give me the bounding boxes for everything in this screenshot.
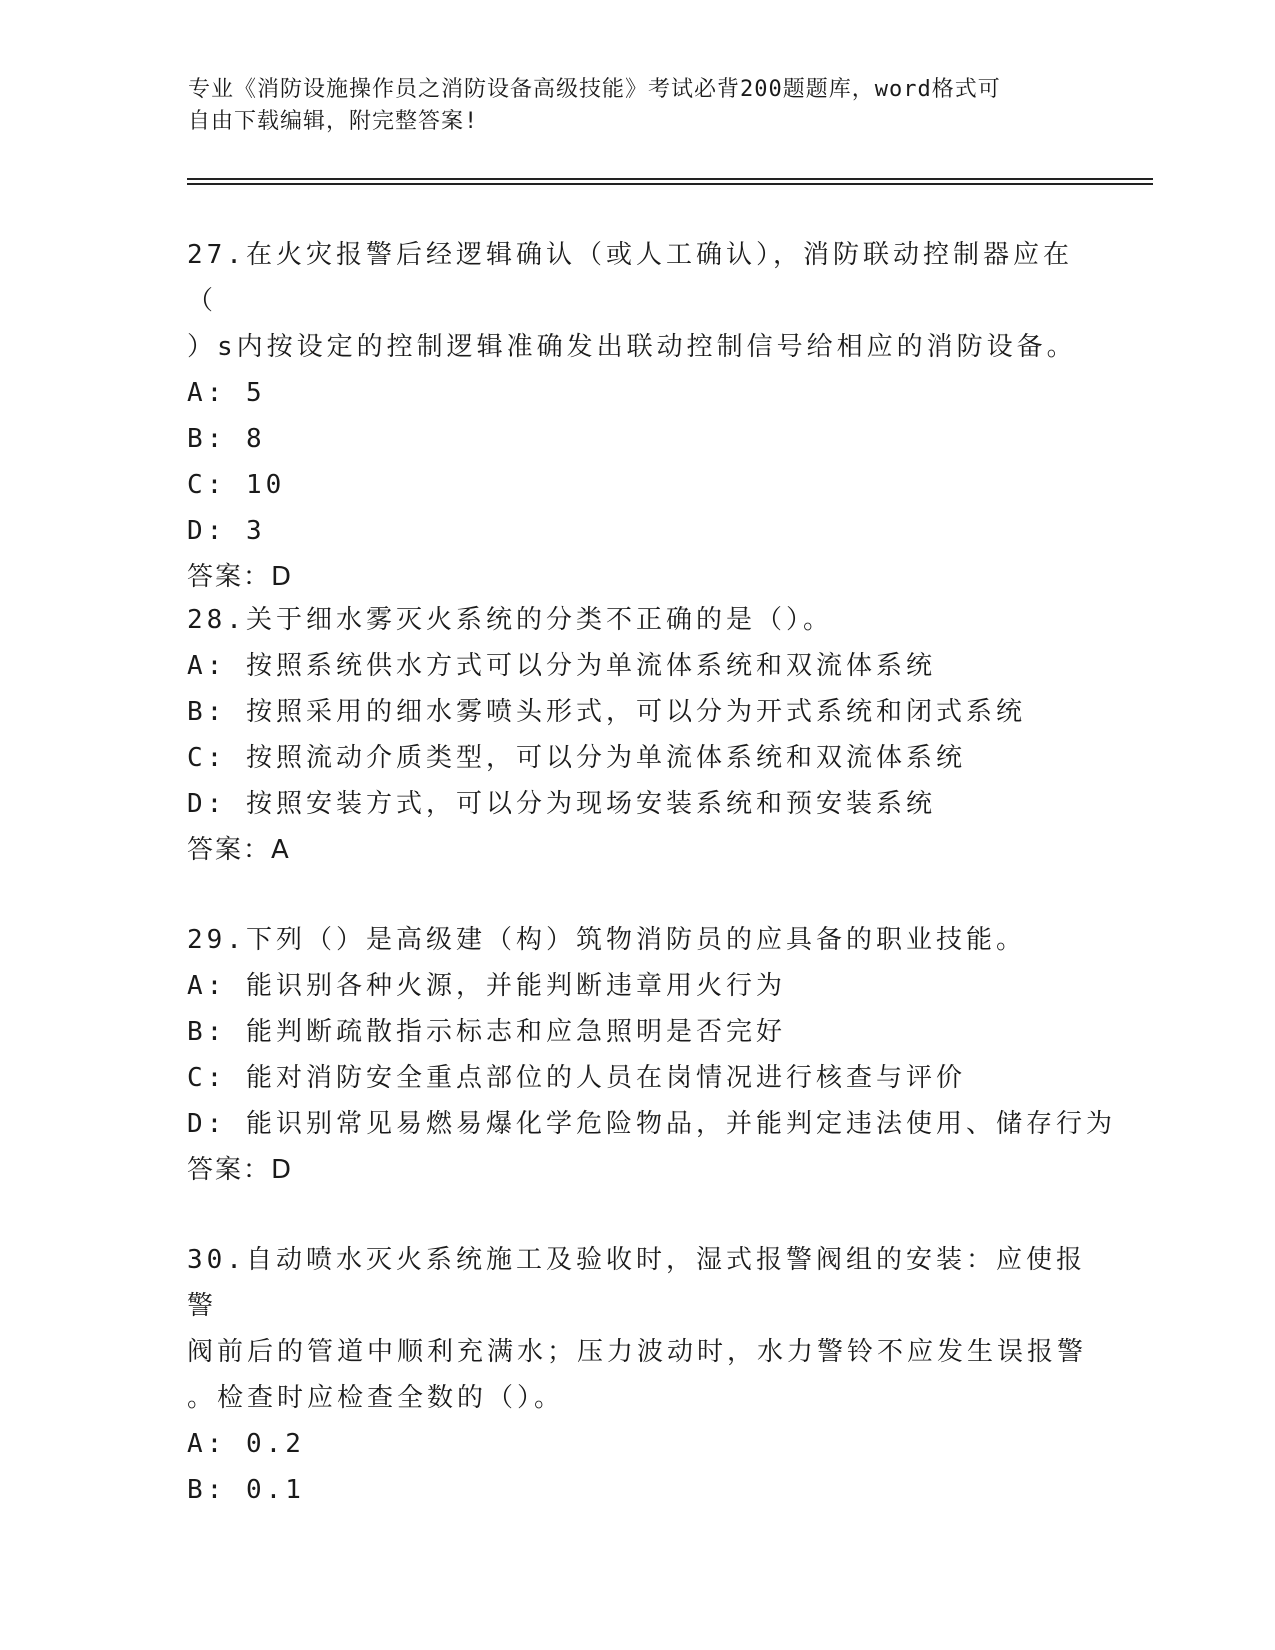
option-a: A: 能识别各种火源，并能判断违章用火行为 [187, 971, 786, 1001]
header-line-1: 专业《消防设施操作员之消防设备高级技能》考试必背200题题库，word格式可 [188, 77, 1001, 102]
option-c: C: 能对消防安全重点部位的人员在岗情况进行核查与评价 [187, 1063, 966, 1093]
question-text-line: 30.自动喷水灭火系统施工及验收时，湿式报警阀组的安装：应使报警 [187, 1245, 1086, 1321]
question-28 [187, 597, 1087, 873]
header-divider-bottom [187, 183, 1153, 185]
answer: 答案：D [187, 562, 294, 592]
answer: 答案：A [187, 835, 291, 865]
header-divider-top [187, 178, 1153, 180]
question-text-line: 29.下列（）是高级建（构）筑物消防员的应具备的职业技能。 [187, 925, 1026, 955]
question-27 [187, 232, 1087, 600]
option-a: A: 0.2 [187, 1429, 305, 1459]
option-c: C: 按照流动介质类型，可以分为单流体系统和双流体系统 [187, 743, 966, 773]
option-c: C: 10 [187, 470, 286, 500]
header-line-2: 自由下载编辑，附完整答案! [188, 109, 479, 134]
option-b: B: 0.1 [187, 1475, 305, 1505]
option-a: A: 按照系统供水方式可以分为单流体系统和双流体系统 [187, 651, 936, 681]
question-text-line: 。检查时应检查全数的（）。 [187, 1383, 565, 1413]
option-a: A: 5 [187, 378, 266, 408]
question-29 [187, 917, 1116, 1193]
question-30 [187, 1237, 1087, 1513]
question-text-line: 27.在火灾报警后经逻辑确认（或人工确认），消防联动控制器应在（ [187, 240, 1073, 316]
answer: 答案：D [187, 1155, 294, 1185]
question-text-line: 28.关于细水雾灭火系统的分类不正确的是（）。 [187, 605, 833, 635]
option-d: D: 能识别常见易燃易爆化学危险物品，并能判定违法使用、储存行为 [187, 1109, 1116, 1139]
option-b: B: 按照采用的细水雾喷头形式，可以分为开式系统和闭式系统 [187, 697, 1026, 727]
option-d: D: 按照安装方式，可以分为现场安装系统和预安装系统 [187, 789, 936, 819]
question-text-line: 阀前后的管道中顺利充满水；压力波动时，水力警铃不应发生误报警 [187, 1337, 1088, 1367]
option-b: B: 能判断疏散指示标志和应急照明是否完好 [187, 1017, 786, 1047]
option-d: D: 3 [187, 516, 266, 546]
question-text-line: ）s内按设定的控制逻辑准确发出联动控制信号给相应的消防设备。 [187, 332, 1077, 362]
option-b: B: 8 [187, 424, 266, 454]
document-header [188, 74, 1088, 138]
